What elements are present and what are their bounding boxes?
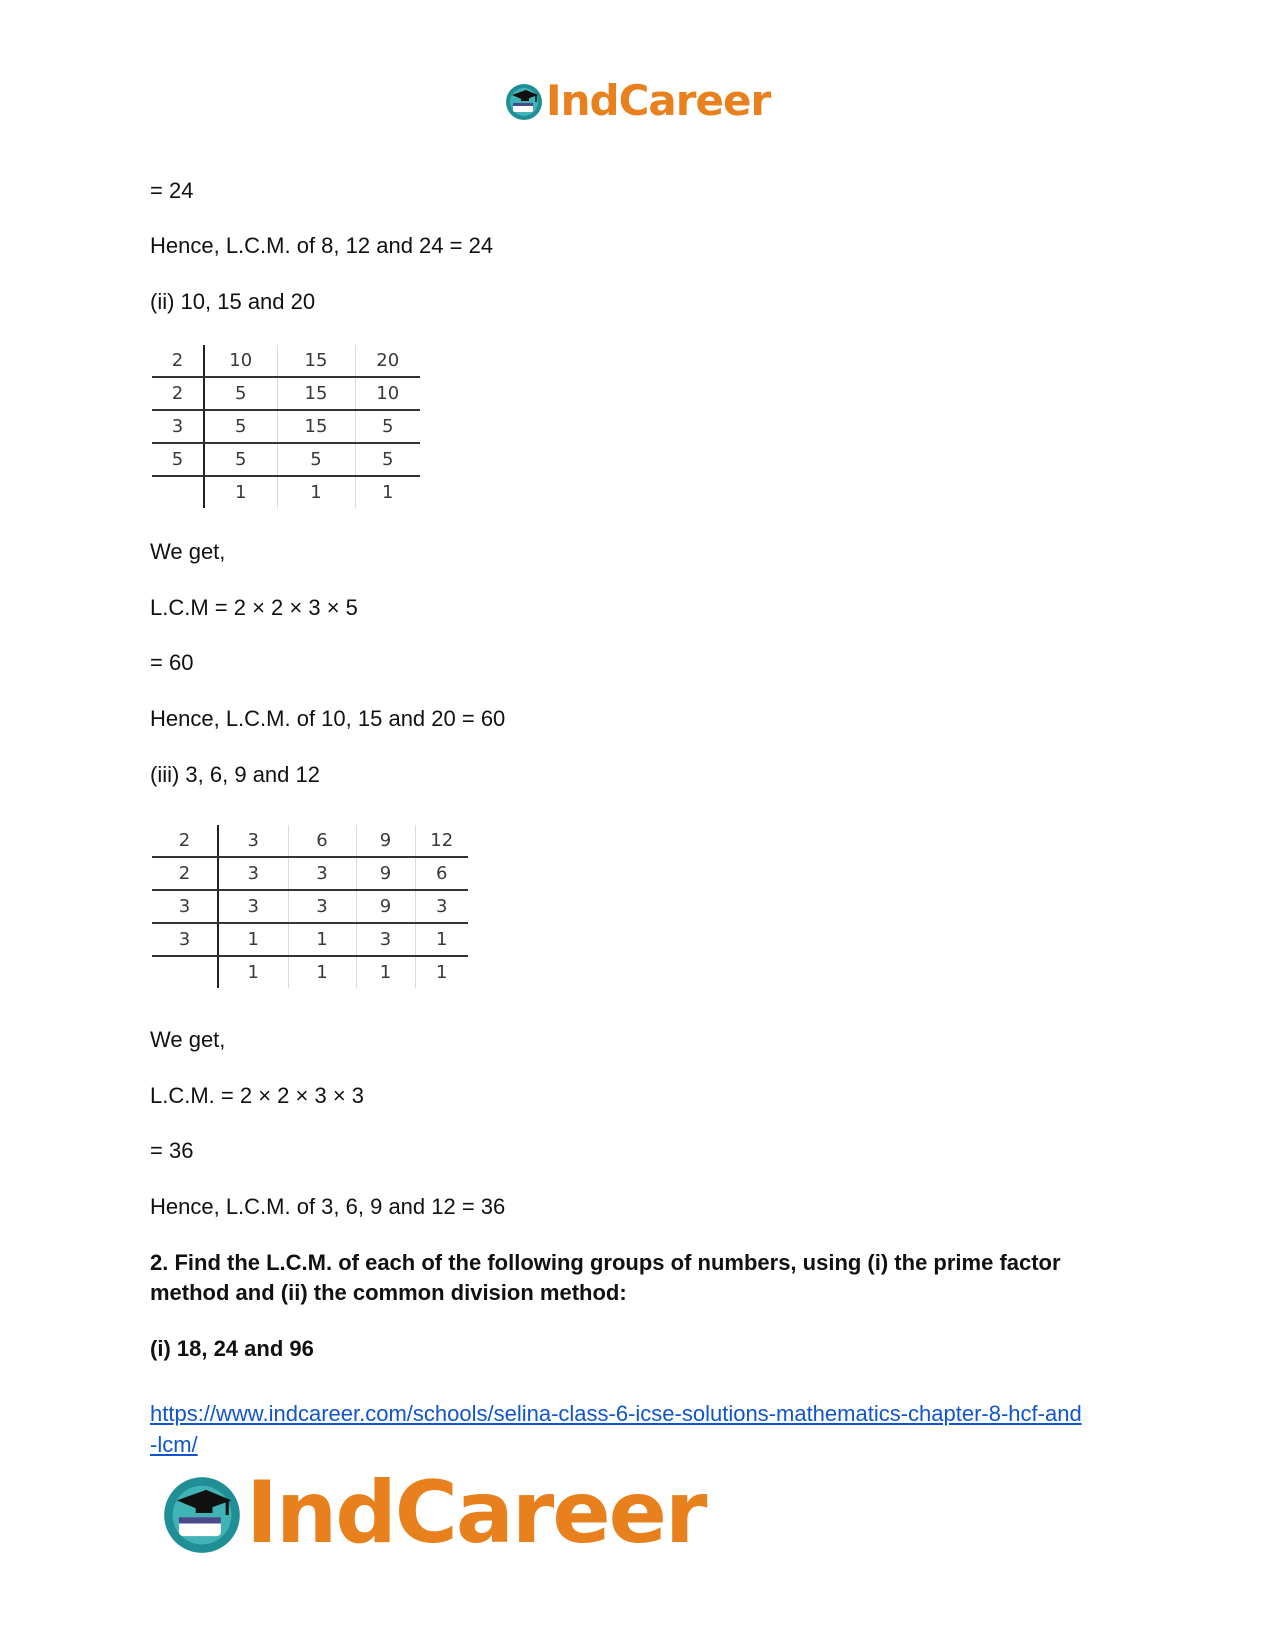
value-cell: 3 xyxy=(288,890,356,923)
value-cell: 5 xyxy=(277,443,355,476)
text-line: We get, xyxy=(150,539,226,564)
value-cell: 9 xyxy=(356,825,415,857)
source-link-line-1: https://www.indcareer.com/schools/selina-class-6-icse-solutions-mathematics-chapter-8-hcf-and xyxy=(150,1401,1082,1426)
value-cell: 1 xyxy=(277,476,355,508)
text-line: = 60 xyxy=(150,650,194,675)
division-table-body xyxy=(152,825,468,988)
value-cell: 1 xyxy=(288,923,356,956)
value-cell: 3 xyxy=(288,857,356,890)
value-cell: 6 xyxy=(288,825,356,857)
divisor-cell: 2 xyxy=(152,857,218,890)
text-line: (iii) 3, 6, 9 and 12 xyxy=(150,762,320,787)
value-cell: 3 xyxy=(218,890,288,923)
question-subpart: (i) 18, 24 and 96 xyxy=(150,1336,314,1361)
value-cell: 12 xyxy=(415,825,468,857)
value-cell: 15 xyxy=(277,345,355,377)
value-cell: 1 xyxy=(415,923,468,956)
division-row xyxy=(152,377,420,410)
divisor-cell: 3 xyxy=(152,923,218,956)
divisor-cell: 3 xyxy=(152,890,218,923)
header-logo xyxy=(504,76,771,125)
text-line: Hence, L.C.M. of 8, 12 and 24 = 24 xyxy=(150,233,494,258)
value-cell: 1 xyxy=(218,923,288,956)
text-line: We get, xyxy=(150,1027,226,1052)
source-link[interactable] xyxy=(150,1398,1130,1460)
question-heading: method and (ii) the common division method: xyxy=(150,1280,627,1305)
division-row xyxy=(152,956,468,988)
value-cell: 9 xyxy=(356,890,415,923)
divisor-cell xyxy=(152,956,218,988)
value-cell: 1 xyxy=(247,962,259,983)
division-table-body xyxy=(152,345,420,508)
division-row xyxy=(152,345,420,377)
divisor-cell: 2 xyxy=(152,345,204,377)
division-row xyxy=(152,890,468,923)
value-cell: 15 xyxy=(277,410,355,443)
value-cell: 1 xyxy=(235,482,247,503)
division-table-10-15-20 xyxy=(152,345,420,508)
divisor-cell: 5 xyxy=(152,443,204,476)
value-cell: 5 xyxy=(204,410,277,443)
value-cell: 1 xyxy=(288,956,356,988)
value-cell: 1 xyxy=(355,476,420,508)
source-link-line-2: -lcm/ xyxy=(150,1432,198,1457)
value-cell: 3 xyxy=(218,825,288,857)
division-row xyxy=(152,443,420,476)
value-cell: 9 xyxy=(356,857,415,890)
text-line: Hence, L.C.M. of 10, 15 and 20 = 60 xyxy=(150,706,506,731)
header-logo-text: IndCareer xyxy=(546,76,771,125)
division-row xyxy=(152,857,468,890)
footer-logo xyxy=(160,1463,706,1563)
graduation-book-icon xyxy=(504,81,544,121)
value-cell: 6 xyxy=(415,857,468,890)
divisor-cell: 2 xyxy=(152,825,218,857)
value-cell: 5 xyxy=(204,443,277,476)
text-line: Hence, L.C.M. of 3, 6, 9 and 12 = 36 xyxy=(150,1194,506,1219)
value-cell: 5 xyxy=(355,410,420,443)
divisor-cell: 3 xyxy=(152,410,204,443)
text-line: = 24 xyxy=(150,178,194,203)
division-row xyxy=(152,923,468,956)
divisor-cell xyxy=(152,476,204,508)
value-cell: 1 xyxy=(356,956,415,988)
footer-logo-text: IndCareer xyxy=(246,1463,706,1563)
value-cell: 5 xyxy=(355,443,420,476)
value-cell: 3 xyxy=(218,857,288,890)
value-cell: 5 xyxy=(204,377,277,410)
divisor-cell: 2 xyxy=(152,377,204,410)
question-heading: 2. Find the L.C.M. of each of the following groups of numbers, using (i) the prime factor xyxy=(150,1250,1061,1275)
division-table-3-6-9-12 xyxy=(152,825,468,988)
graduation-book-icon xyxy=(160,1471,244,1555)
value-cell: 10 xyxy=(204,345,277,377)
text-line: (ii) 10, 15 and 20 xyxy=(150,289,316,314)
value-cell: 15 xyxy=(277,377,355,410)
text-line: L.C.M = 2 × 2 × 3 × 5 xyxy=(150,595,358,620)
division-row xyxy=(152,825,468,857)
division-row xyxy=(152,476,420,508)
value-cell: 3 xyxy=(356,923,415,956)
value-cell: 20 xyxy=(355,345,420,377)
text-line: = 36 xyxy=(150,1138,194,1163)
division-row xyxy=(152,410,420,443)
value-cell: 10 xyxy=(355,377,420,410)
value-cell: 1 xyxy=(415,956,468,988)
value-cell: 3 xyxy=(415,890,468,923)
text-line: L.C.M. = 2 × 2 × 3 × 3 xyxy=(150,1083,365,1108)
